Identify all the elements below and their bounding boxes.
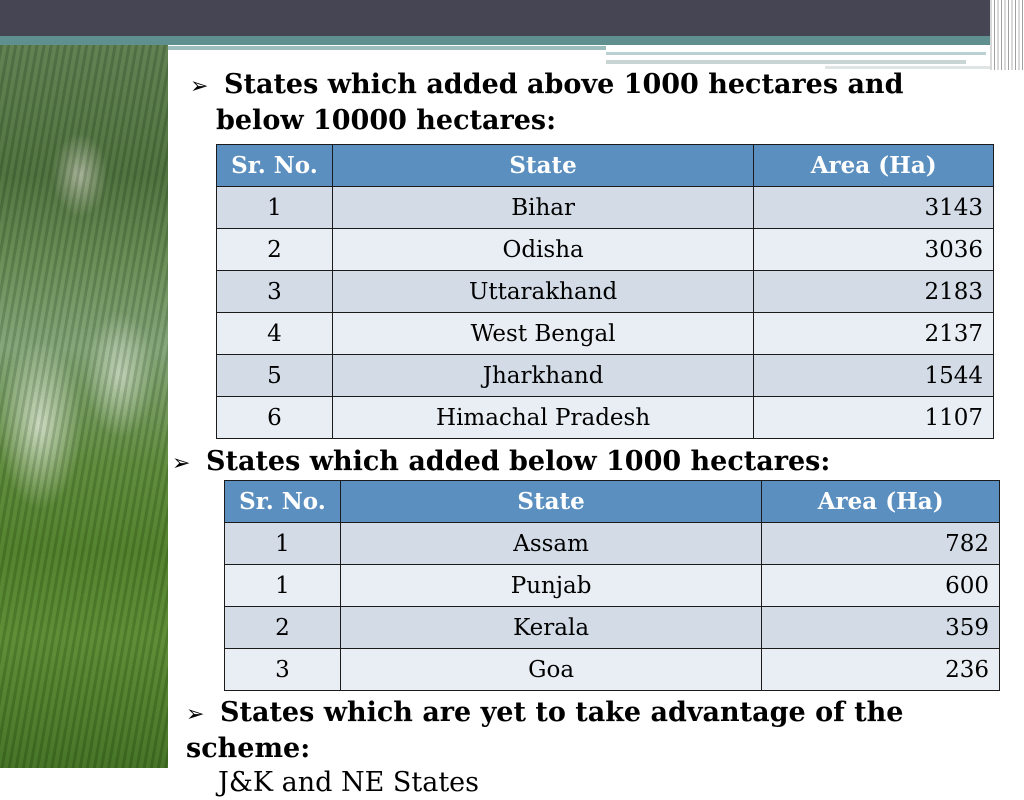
cell-area: 236	[762, 649, 1000, 691]
column-header-state: State	[340, 481, 761, 523]
cell-state: Assam	[340, 523, 761, 565]
arrow-bullet-icon: ➢	[190, 74, 209, 99]
teal-thin-line-right	[606, 52, 986, 55]
cell-area: 3143	[754, 187, 994, 229]
table-row	[217, 187, 994, 229]
cell-area: 782	[762, 523, 1000, 565]
cell-state: Uttarakhand	[332, 271, 753, 313]
cell-sr-no: 3	[225, 649, 341, 691]
cell-sr-no: 1	[217, 187, 333, 229]
column-header-state: State	[332, 145, 753, 187]
cell-state: Punjab	[340, 565, 761, 607]
cell-state: Kerala	[340, 607, 761, 649]
section3-title: States which are yet to take advantage of the scheme:	[186, 697, 904, 764]
column-header-sr-no: Sr. No.	[225, 481, 341, 523]
table-header-row	[217, 145, 994, 187]
cell-state: Himachal Pradesh	[332, 397, 753, 439]
table-row	[225, 565, 1000, 607]
cell-sr-no: 1	[225, 565, 341, 607]
cell-state: Odisha	[332, 229, 753, 271]
cell-state: Jharkhand	[332, 355, 753, 397]
cell-state: Bihar	[332, 187, 753, 229]
table-row	[217, 355, 994, 397]
section1-title-line1: States which added above 1000 hectares and	[224, 69, 904, 100]
cell-area: 1107	[754, 397, 994, 439]
cell-sr-no: 5	[217, 355, 333, 397]
cell-sr-no: 2	[225, 607, 341, 649]
grey-rule	[606, 60, 966, 64]
table-row	[225, 523, 1000, 565]
top-decorative-bar	[0, 0, 1024, 36]
cell-sr-no: 2	[217, 229, 333, 271]
cell-sr-no: 6	[217, 397, 333, 439]
table-row	[225, 607, 1000, 649]
section3-heading	[186, 696, 1016, 800]
section3-detail: J&K and NE States	[218, 767, 480, 798]
cell-area: 359	[762, 607, 1000, 649]
cell-sr-no: 3	[217, 271, 333, 313]
arrow-bullet-icon: ➢	[172, 451, 191, 476]
table-row	[217, 229, 994, 271]
table-below-1000-hectares	[224, 480, 1000, 691]
cell-area: 3036	[754, 229, 994, 271]
table-above-1000-hectares	[216, 144, 994, 439]
cell-sr-no: 4	[217, 313, 333, 355]
section2-heading	[172, 445, 932, 481]
column-header-area: Area (Ha)	[762, 481, 1000, 523]
section1-heading	[190, 68, 910, 138]
table-row	[217, 271, 994, 313]
irrigation-sprinkler-photo	[0, 45, 168, 768]
column-header-sr-no: Sr. No.	[217, 145, 333, 187]
table-header-row	[225, 481, 1000, 523]
table-row	[217, 313, 994, 355]
table-row	[225, 649, 1000, 691]
corner-stripes	[990, 0, 1024, 70]
cell-state: Goa	[340, 649, 761, 691]
cell-area: 600	[762, 565, 1000, 607]
table-row	[217, 397, 994, 439]
cell-state: West Bengal	[332, 313, 753, 355]
teal-accent-line	[0, 36, 1024, 45]
cell-area: 2183	[754, 271, 994, 313]
section2-title: States which added below 1000 hectares:	[206, 446, 831, 477]
cell-sr-no: 1	[225, 523, 341, 565]
cell-area: 1544	[754, 355, 994, 397]
column-header-area: Area (Ha)	[754, 145, 994, 187]
arrow-bullet-icon: ➢	[186, 702, 205, 727]
section1-title-line2: below 10000 hectares:	[216, 105, 557, 136]
cell-area: 2137	[754, 313, 994, 355]
teal-thin-line	[168, 46, 606, 50]
